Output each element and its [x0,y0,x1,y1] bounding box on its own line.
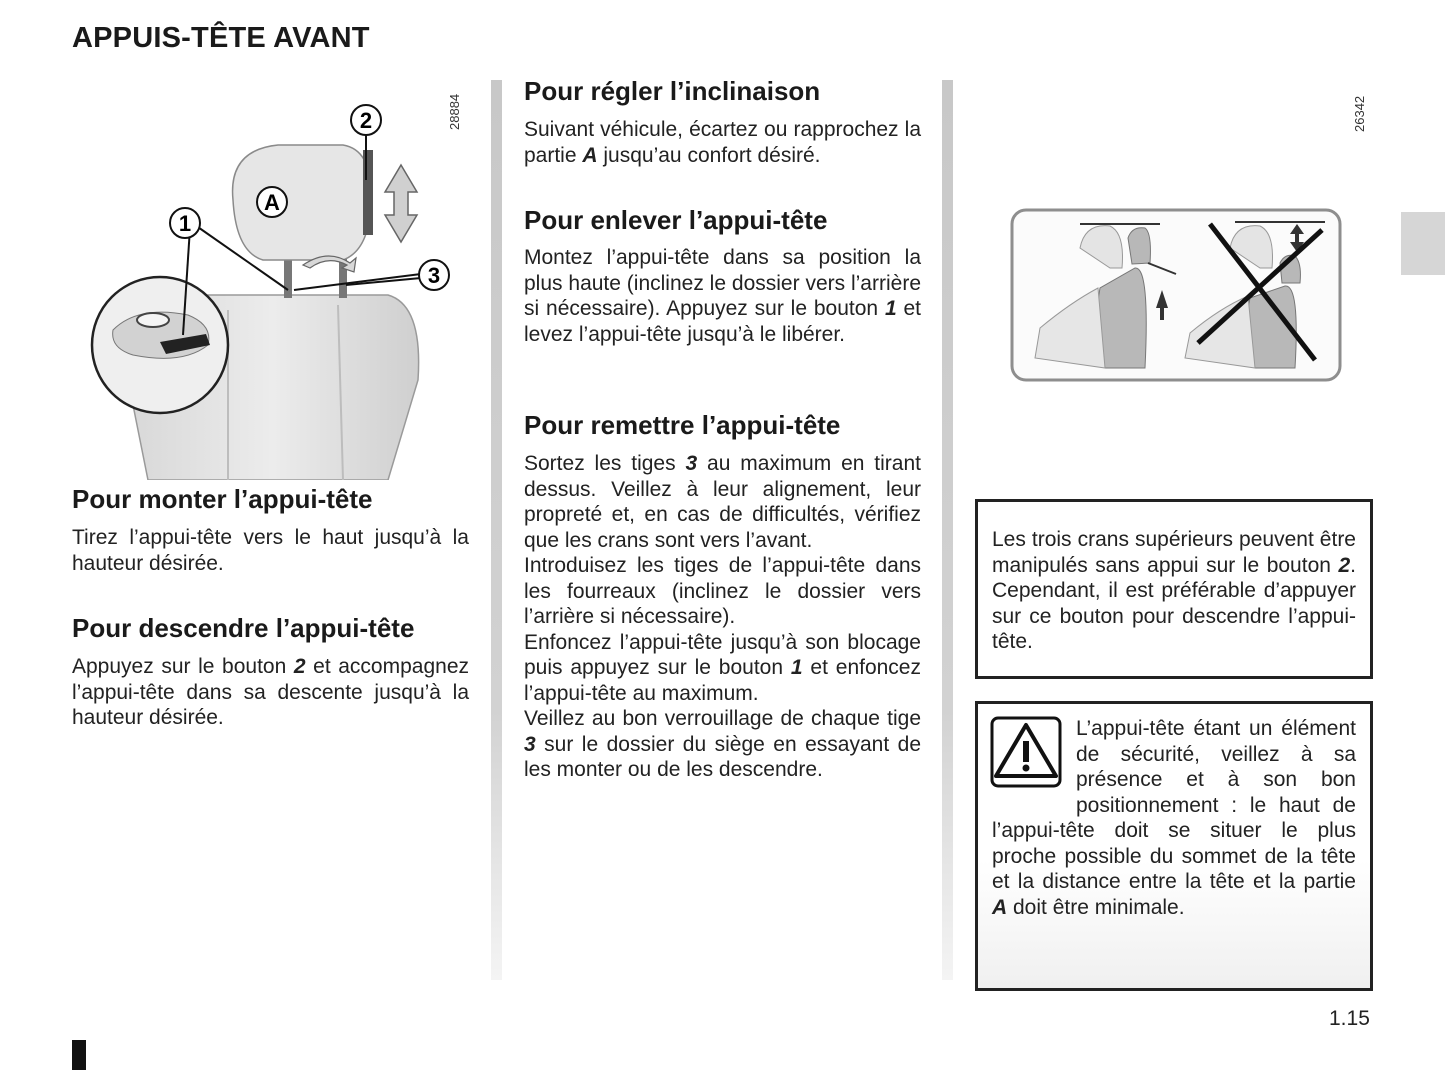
figure-ref-number: 26342 [1352,95,1367,132]
info-box [975,499,1373,679]
remettre-para-2: Introduisez les tiges de l’appui-tête dans les fourreaux (inclinez le dossier vers l’arrière si nécessaire). [524,554,921,628]
figure-ref-number: 28884 [447,93,462,130]
remettre-para-3: Enfoncez l’appui-tête jusqu’à son blocage puis appuyez sur le bouton 1 et enfoncez l’appui-tête au maximum. [524,630,921,705]
headrest-position-illustration [1010,208,1342,382]
info-box-text: Les trois crans supérieurs peuvent être manipulés sans appui sur le bouton 2. Cependant, il est préférable d’appuyer sur ce bouton pour descendre l’appui-tête. [992,528,1356,653]
remettre-para-1: Sortez les tiges 3 au maximum en tirant dessus. Veillez à leur alignement, leur propreté et, en cas de difficultés, vérifiez que les crans sont vers l’avant. [524,452,921,552]
text-monter: Tirez l’appui-tête vers le haut jusqu’à la hauteur désirée. [72,526,469,575]
heading-enlever: Pour enlever l’appui-tête [524,205,828,235]
heading-monter: Pour monter l’appui-tête [72,484,373,514]
page-title: APPUIS-TÊTE AVANT [72,22,370,54]
warning-box-text: L’appui-tête étant un élément de sécurité, veillez à sa présence et à son bon positionnement : le haut de l’appui-tête doit se situer le plus proche possible du sommet de la tête et la distance entre la tête et la partie A doit être minimale. [992,717,1356,919]
heading-descendre: Pour descendre l’appui-tête [72,613,415,643]
text-descendre: Appuyez sur le bouton 2 et accompagnez l’appui-tête dans sa descente jusqu’à la hauteur désirée. [72,655,469,729]
text-remettre [524,451,921,783]
remettre-para-4: Veillez au bon verrouillage de chaque tige 3 sur le dossier du siège en essayant de les monter ou de les descendre. [524,707,921,781]
callout-1: 1 [178,211,192,236]
warning-box [975,701,1373,991]
corner-marker [72,1040,86,1070]
heading-remettre: Pour remettre l’appui-tête [524,410,841,440]
callout-2: 2 [359,108,373,133]
callout-3: 3 [427,263,441,288]
column-divider [491,80,502,980]
page-number: 1.15 [1329,1007,1370,1030]
column-divider [942,80,953,980]
callout-a: A [264,190,280,215]
headrest-illustration [88,80,468,480]
heading-regler: Pour régler l’inclinaison [524,76,821,106]
text-enlever: Montez l’appui-tête dans sa position la plus haute (inclinez le dossier vers l’arrière si nécessaire). Appuyez sur le bouton 1 et levez l’appui-tête jusqu’à le libérer. [524,246,921,346]
chapter-tab [1401,212,1445,275]
text-regler: Suivant véhicule, écartez ou rapprochez la partie A jusqu’au confort désiré. [524,118,921,167]
